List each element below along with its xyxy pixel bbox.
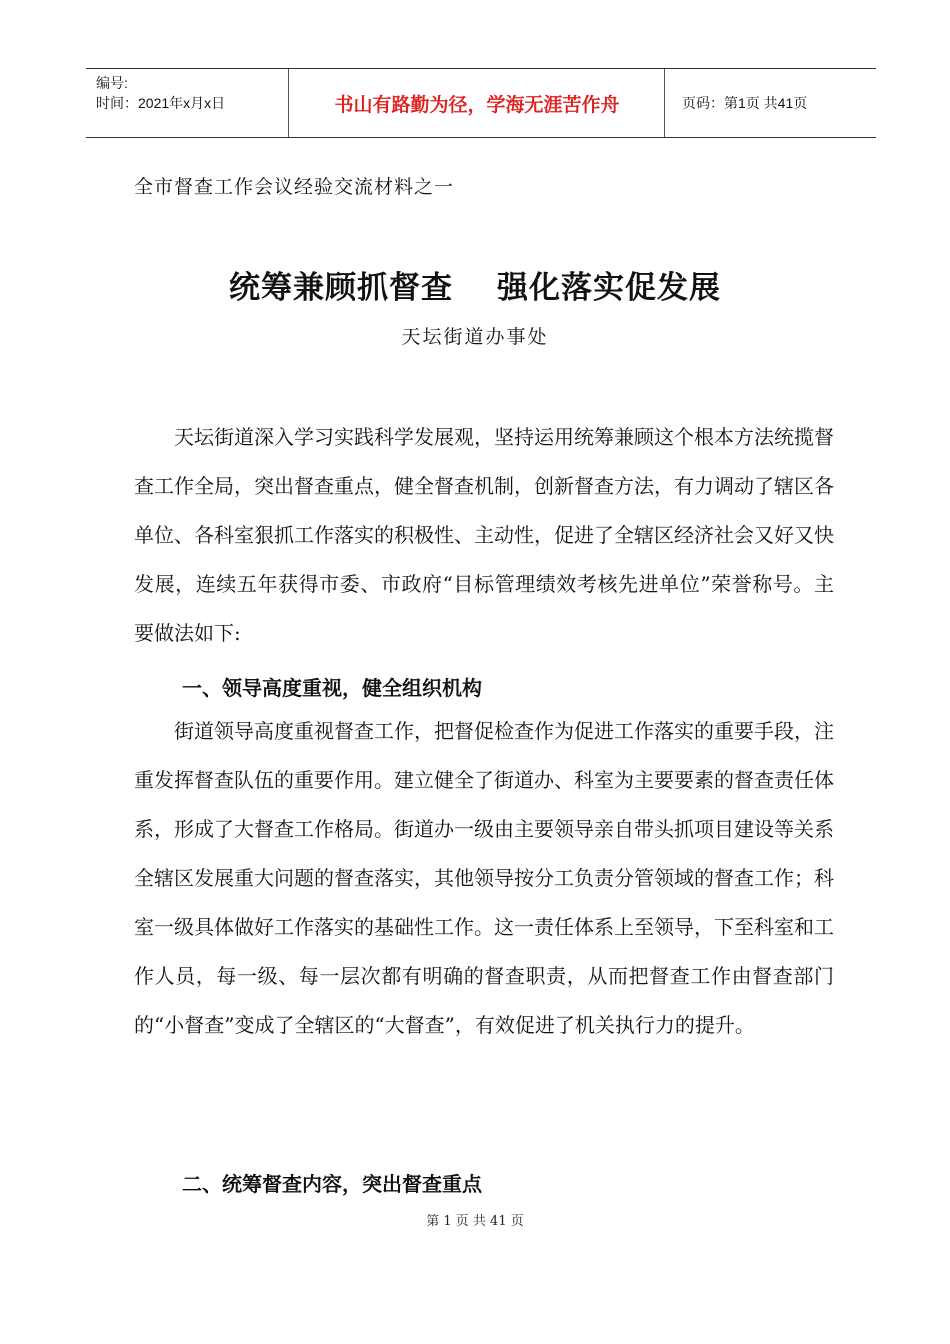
header-motto: 书山有路勤为径，学海无涯苦作舟 bbox=[334, 93, 620, 116]
paragraph-section-1: 街道领导高度重视督查工作，把督促检查作为促进工作落实的重要手段，注重发挥督查队伍的重要作用。建立健全了街道办、科室为主要要素的督查责任体系，形成了大督查工作格局。街道办一级由主要领导亲自带头抓项目建设等关系全辖区发展重大问题的督查落实，其他领导按分工负责分管领域的督查工作；科室一级具体做好工作落实的基础性工作。这一责任体系上至领导，下至科室和工作人员，每一级、每一层次都有明确的督查职责，从而把督查工作由督查部门的“小督查”变成了全辖区的“大督查”，有效促进了机关执行力的提升。 bbox=[134, 719, 834, 1037]
document-title bbox=[0, 262, 950, 307]
section-heading-1: 一、领导高度重视，健全组织机构 bbox=[182, 676, 482, 700]
title-part-2: 强化落实促发展 bbox=[497, 270, 721, 306]
body-section-intro bbox=[134, 413, 834, 658]
document-header bbox=[86, 68, 876, 138]
document-author: 天坛街道办事处 bbox=[401, 326, 549, 348]
time-label: 时间：2021年x月x日 bbox=[96, 95, 226, 111]
page-footer: 第 1 页 共 41 页 bbox=[426, 1214, 524, 1229]
paragraph-intro: 天坛街道深入学习实践科学发展观，坚持运用统筹兼顾这个根本方法统揽督查工作全局，突出督查重点，健全督查机制，创新督查方法，有力调动了辖区各单位、各科室狠抓工作落实的积极性、主动性，促进了全辖区经济社会又好又快发展，连续五年获得市委、市政府“目标管理绩效考核先进单位”荣誉称号。主要做法如下: bbox=[134, 425, 834, 645]
serial-number-label: 编号: bbox=[96, 75, 128, 91]
section-heading-2: 二、统筹督查内容，突出督查重点 bbox=[182, 1172, 482, 1196]
header-page-info: 页码：第1页 共41页 bbox=[682, 95, 808, 111]
title-part-1: 统筹兼顾抓督查 bbox=[229, 270, 453, 306]
body-section-1 bbox=[134, 707, 834, 1050]
header-meta bbox=[96, 73, 225, 113]
document-kicker: 全市督查工作会议经验交流材料之一 bbox=[134, 176, 455, 198]
